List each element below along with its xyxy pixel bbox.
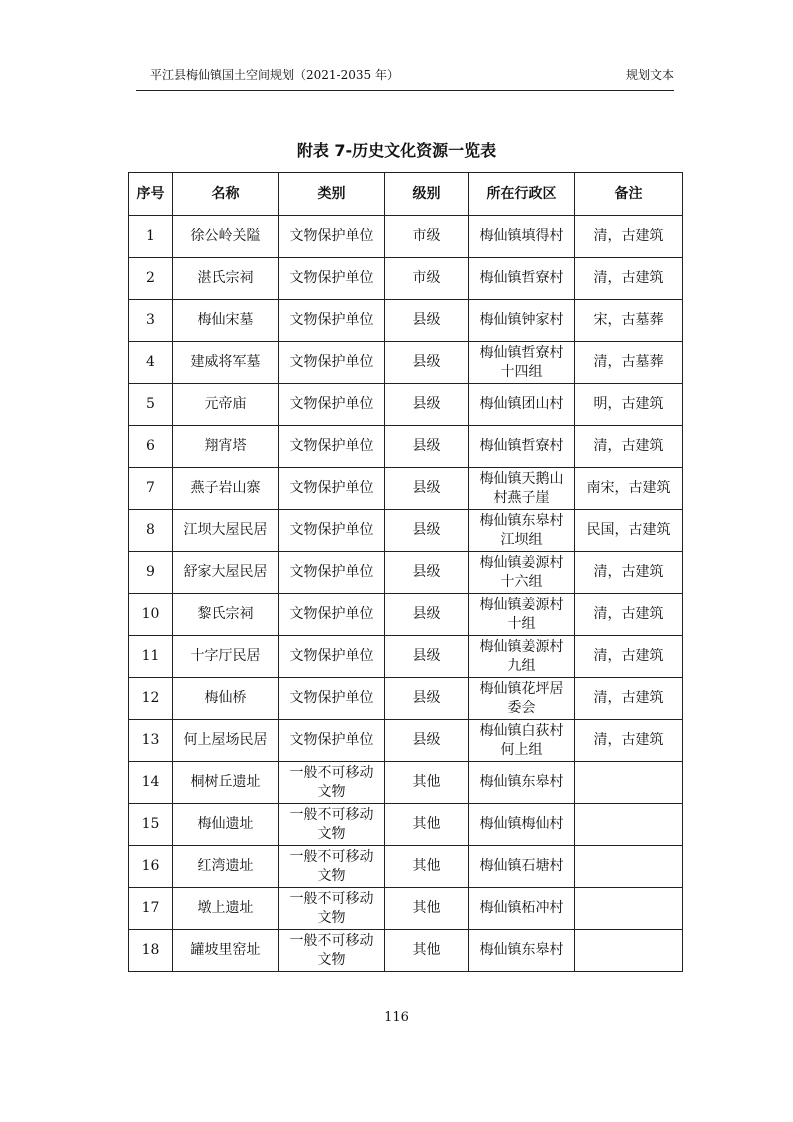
cell-remark: 清，古墓葬: [575, 342, 683, 384]
cell-district: 梅仙镇哲寮村: [469, 426, 575, 468]
page-header: [136, 64, 674, 86]
cell-index: 3: [129, 300, 173, 342]
cell-level: 县级: [385, 720, 469, 762]
cell-district: 梅仙镇柘冲村: [469, 888, 575, 930]
cell-name: 十字厅民居: [173, 636, 279, 678]
cell-level: 县级: [385, 468, 469, 510]
header-cell: 所在行政区: [469, 173, 575, 216]
cell-index: 6: [129, 426, 173, 468]
cell-name: 湛氏宗祠: [173, 258, 279, 300]
cell-district: 梅仙镇梅仙村: [469, 804, 575, 846]
table-row: [129, 804, 683, 846]
table-row: [129, 342, 683, 384]
cell-level: 其他: [385, 762, 469, 804]
cell-index: 12: [129, 678, 173, 720]
cell-category: 一般不可移动文物: [279, 804, 385, 846]
cell-remark: 清，古建筑: [575, 258, 683, 300]
cell-index: 2: [129, 258, 173, 300]
cell-index: 10: [129, 594, 173, 636]
cell-remark: [575, 888, 683, 930]
cell-level: 其他: [385, 930, 469, 972]
table-row: [129, 300, 683, 342]
cell-index: 4: [129, 342, 173, 384]
cell-index: 1: [129, 216, 173, 258]
cell-index: 5: [129, 384, 173, 426]
cell-category: 文物保护单位: [279, 300, 385, 342]
cell-remark: 清，古建筑: [575, 426, 683, 468]
table-row: [129, 216, 683, 258]
cell-category: 文物保护单位: [279, 426, 385, 468]
header-cell: 类别: [279, 173, 385, 216]
cell-remark: 民国，古建筑: [575, 510, 683, 552]
document-section: 规划文本: [625, 68, 674, 82]
table-body: [129, 216, 683, 972]
cell-district: 梅仙镇花坪居委会: [469, 678, 575, 720]
header-cell: 名称: [173, 173, 279, 216]
cell-remark: [575, 762, 683, 804]
header-cell: 备注: [575, 173, 683, 216]
cell-level: 县级: [385, 594, 469, 636]
cell-category: 一般不可移动文物: [279, 762, 385, 804]
cell-level: 市级: [385, 258, 469, 300]
cell-level: 县级: [385, 510, 469, 552]
cell-category: 文物保护单位: [279, 216, 385, 258]
cell-name: 黎氏宗祠: [173, 594, 279, 636]
cell-remark: 清，古建筑: [575, 678, 683, 720]
cell-district: 梅仙镇姜源村十组: [469, 594, 575, 636]
cell-district: 梅仙镇团山村: [469, 384, 575, 426]
cell-remark: 南宋，古建筑: [575, 468, 683, 510]
cell-district: 梅仙镇白荻村何上组: [469, 720, 575, 762]
table-row: [129, 762, 683, 804]
cell-level: 市级: [385, 216, 469, 258]
table-title: 附表 7-历史文化资源一览表: [296, 141, 497, 160]
table-row: [129, 468, 683, 510]
cell-index: 14: [129, 762, 173, 804]
cell-category: 一般不可移动文物: [279, 846, 385, 888]
cell-name: 建威将军墓: [173, 342, 279, 384]
cell-category: 文物保护单位: [279, 636, 385, 678]
cell-remark: 清，古建筑: [575, 216, 683, 258]
heritage-table: [128, 172, 683, 972]
cell-district: 梅仙镇东皋村江坝组: [469, 510, 575, 552]
cell-remark: [575, 930, 683, 972]
cell-level: 县级: [385, 300, 469, 342]
cell-name: 梅仙宋墓: [173, 300, 279, 342]
cell-category: 文物保护单位: [279, 468, 385, 510]
cell-name: 元帝庙: [173, 384, 279, 426]
cell-remark: 清，古建筑: [575, 594, 683, 636]
cell-index: 13: [129, 720, 173, 762]
cell-category: 文物保护单位: [279, 720, 385, 762]
cell-district: 梅仙镇钟家村: [469, 300, 575, 342]
cell-level: 其他: [385, 846, 469, 888]
header-divider: [136, 90, 674, 91]
cell-index: 17: [129, 888, 173, 930]
cell-remark: 清，古建筑: [575, 720, 683, 762]
cell-name: 燕子岩山寨: [173, 468, 279, 510]
cell-name: 墩上遗址: [173, 888, 279, 930]
cell-category: 文物保护单位: [279, 384, 385, 426]
cell-index: 16: [129, 846, 173, 888]
cell-name: 梅仙桥: [173, 678, 279, 720]
cell-remark: 明，古建筑: [575, 384, 683, 426]
cell-name: 红湾遗址: [173, 846, 279, 888]
cell-level: 县级: [385, 678, 469, 720]
cell-name: 罐坡里窑址: [173, 930, 279, 972]
cell-index: 11: [129, 636, 173, 678]
cell-category: 一般不可移动文物: [279, 888, 385, 930]
cell-name: 何上屋场民居: [173, 720, 279, 762]
cell-district: 梅仙镇东皋村: [469, 762, 575, 804]
cell-name: 梅仙遗址: [173, 804, 279, 846]
cell-category: 文物保护单位: [279, 678, 385, 720]
cell-index: 15: [129, 804, 173, 846]
cell-index: 7: [129, 468, 173, 510]
cell-category: 文物保护单位: [279, 510, 385, 552]
cell-remark: 清，古建筑: [575, 552, 683, 594]
table-row: [129, 426, 683, 468]
cell-level: 县级: [385, 384, 469, 426]
cell-level: 其他: [385, 888, 469, 930]
table-row: [129, 552, 683, 594]
cell-index: 18: [129, 930, 173, 972]
cell-district: 梅仙镇填得村: [469, 216, 575, 258]
table-row: [129, 384, 683, 426]
cell-category: 文物保护单位: [279, 258, 385, 300]
cell-district: 梅仙镇东皋村: [469, 930, 575, 972]
table-row: [129, 678, 683, 720]
cell-remark: 清，古建筑: [575, 636, 683, 678]
cell-district: 梅仙镇哲寮村十四组: [469, 342, 575, 384]
cell-category: 一般不可移动文物: [279, 930, 385, 972]
cell-name: 江坝大屋民居: [173, 510, 279, 552]
table-row: [129, 888, 683, 930]
table-row: [129, 258, 683, 300]
cell-category: 文物保护单位: [279, 594, 385, 636]
table-row: [129, 636, 683, 678]
cell-category: 文物保护单位: [279, 342, 385, 384]
cell-index: 9: [129, 552, 173, 594]
cell-category: 文物保护单位: [279, 552, 385, 594]
table-row: [129, 720, 683, 762]
cell-index: 8: [129, 510, 173, 552]
cell-district: 梅仙镇哲寮村: [469, 258, 575, 300]
cell-level: 县级: [385, 342, 469, 384]
cell-level: 县级: [385, 552, 469, 594]
cell-level: 县级: [385, 636, 469, 678]
page-number: 116: [384, 1010, 409, 1025]
cell-district: 梅仙镇石塘村: [469, 846, 575, 888]
cell-name: 徐公岭关隘: [173, 216, 279, 258]
cell-name: 舒家大屋民居: [173, 552, 279, 594]
cell-remark: [575, 804, 683, 846]
cell-district: 梅仙镇姜源村十六组: [469, 552, 575, 594]
cell-district: 梅仙镇天鹅山村燕子崖: [469, 468, 575, 510]
cell-name: 翔宵塔: [173, 426, 279, 468]
cell-name: 桐树丘遗址: [173, 762, 279, 804]
table-row: [129, 594, 683, 636]
table-row: [129, 846, 683, 888]
cell-level: 县级: [385, 426, 469, 468]
cell-remark: 宋，古墓葬: [575, 300, 683, 342]
table-row: [129, 930, 683, 972]
header-cell: 级别: [385, 173, 469, 216]
header-cell: 序号: [129, 173, 173, 216]
table-row: [129, 510, 683, 552]
document-title: 平江县梅仙镇国土空间规划（2021-2035 年）: [150, 68, 399, 82]
cell-remark: [575, 846, 683, 888]
cell-level: 其他: [385, 804, 469, 846]
table-header-row: [129, 173, 683, 216]
cell-district: 梅仙镇姜源村九组: [469, 636, 575, 678]
